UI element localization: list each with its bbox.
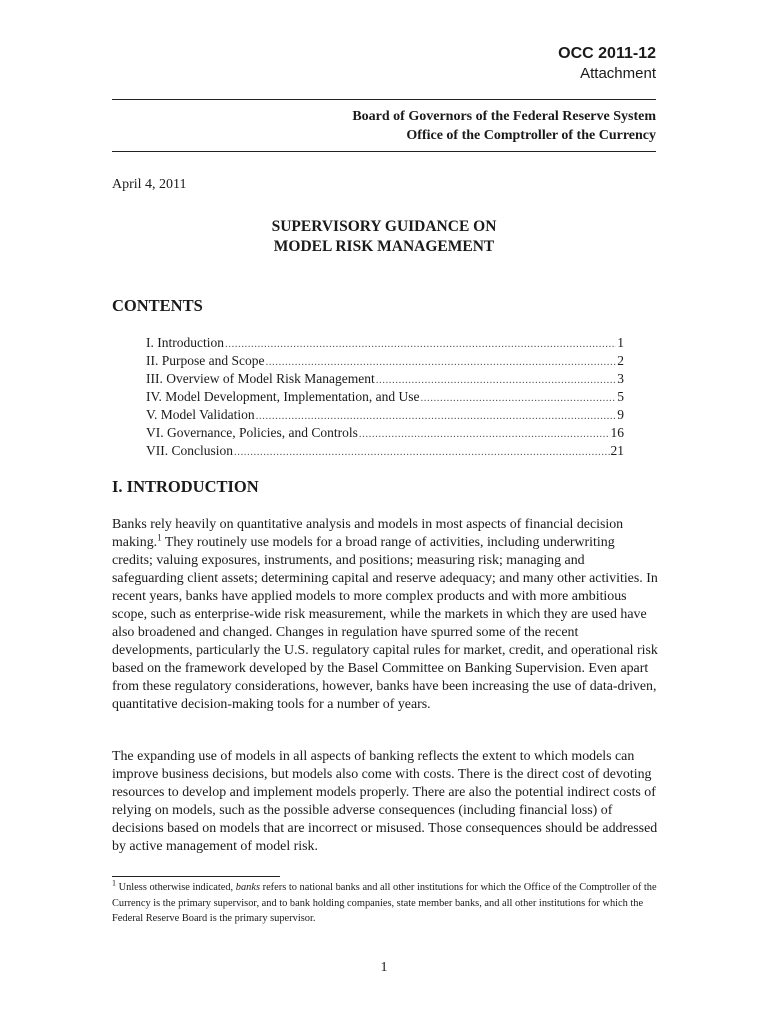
agency-occ: Office of the Comptroller of the Currency xyxy=(406,128,656,143)
toc-item-introduction[interactable] xyxy=(146,334,624,352)
footnote-reference[interactable]: 1 xyxy=(157,532,162,543)
document-title xyxy=(112,217,656,257)
toc-item-model-development[interactable] xyxy=(146,388,624,406)
doc-code: OCC 2011-12 xyxy=(558,45,656,62)
toc-item-purpose-and-scope[interactable] xyxy=(146,352,624,370)
footnote-emphasis: banks xyxy=(235,882,261,893)
paragraph-text: Banks rely heavily on quantitative analysis and models in most aspects of financial decision making. xyxy=(112,517,624,550)
toc-leader-dots xyxy=(420,389,616,407)
toc-item-page: 1 xyxy=(617,335,624,350)
toc-leader-dots xyxy=(359,425,610,443)
toc-leader-dots xyxy=(265,353,616,371)
toc-item-page: 9 xyxy=(617,407,624,422)
footnote-text: refers to national banks and all other institutions for which the Office of the Comptroller of the Currency is the primary supervisor, and to bank holding companies, state member banks, and all other institutions for which the Federal Reserve Board is the primary supervisor. xyxy=(112,882,657,924)
table-of-contents xyxy=(146,334,624,460)
document-identifier xyxy=(558,44,656,84)
toc-item-page: 3 xyxy=(617,371,624,386)
toc-item-label: V. Model Validation xyxy=(146,407,255,422)
toc-item-model-validation[interactable] xyxy=(146,406,624,424)
toc-item-label: III. Overview of Model Risk Management xyxy=(146,371,375,386)
toc-leader-dots xyxy=(225,335,616,353)
toc-item-label: IV. Model Development, Implementation, and Use xyxy=(146,389,420,404)
toc-item-label: VI. Governance, Policies, and Controls xyxy=(146,425,358,440)
header-rule-top xyxy=(112,99,656,100)
toc-item-page: 2 xyxy=(617,353,624,368)
issuing-agencies xyxy=(352,107,656,145)
doc-type: Attachment xyxy=(580,65,656,82)
toc-item-label: II. Purpose and Scope xyxy=(146,353,265,368)
toc-item-page: 5 xyxy=(617,389,624,404)
toc-item-overview[interactable] xyxy=(146,370,624,388)
toc-item-page: 16 xyxy=(610,425,624,440)
footnote-text: Unless otherwise indicated, xyxy=(116,882,236,893)
paragraph-text: They routinely use models for a broad range of activities, including underwriting credits; valuing exposures, instruments, and positions; measuring risk; managing and safeguarding client assets; determining capital and reserve adequacy; and many other activities. In recent years, banks have applied models to more complex products and with more ambitious scope, such as enterprise-wide risk measurement, while the markets in which they are used have also broadened and changed. Changes in regulation have spurred some of the recent developments, particularly the U.S. regulatory capital rules for market, credit, and operational risk based on the framework developed by the Basel Committee on Banking Supervision. Even apart from these regulatory considerations, however, banks have been increasing the use of data-driven, quantitative decision-making tools for a number of years. xyxy=(112,535,658,712)
title-line-2: MODEL RISK MANAGEMENT xyxy=(273,238,495,255)
toc-item-label: VII. Conclusion xyxy=(146,443,233,458)
footnote-1 xyxy=(112,880,658,927)
intro-paragraph-1 xyxy=(112,516,658,714)
toc-item-governance[interactable] xyxy=(146,424,624,442)
toc-item-page: 21 xyxy=(610,443,624,458)
toc-leader-dots xyxy=(234,443,610,461)
toc-item-conclusion[interactable] xyxy=(146,442,624,460)
header-rule-bottom xyxy=(112,151,656,152)
page-number: 1 xyxy=(380,960,388,975)
toc-item-label: I. Introduction xyxy=(146,335,224,350)
toc-leader-dots xyxy=(376,371,617,389)
intro-paragraph-2: The expanding use of models in all aspects of banking reflects the extent to which models can improve business decisions, but models also come with costs. There is the direct cost of devoting resources to develop and implement models properly. There are also the potential indirect costs of relying on models, such as the possible adverse consequences (including financial loss) of decisions based on models that are incorrect or misused. Those consequences should be addressed by active management of model risk. xyxy=(112,749,658,854)
footnote-separator xyxy=(112,876,280,877)
section-heading-introduction: I. INTRODUCTION xyxy=(112,477,259,496)
title-line-1: SUPERVISORY GUIDANCE ON xyxy=(271,218,497,235)
toc-leader-dots xyxy=(256,407,617,425)
agency-federal-reserve: Board of Governors of the Federal Reserve System xyxy=(352,109,656,124)
contents-heading: CONTENTS xyxy=(112,296,203,315)
document-date: April 4, 2011 xyxy=(112,177,187,192)
footnote-marker: 1 xyxy=(112,878,116,888)
